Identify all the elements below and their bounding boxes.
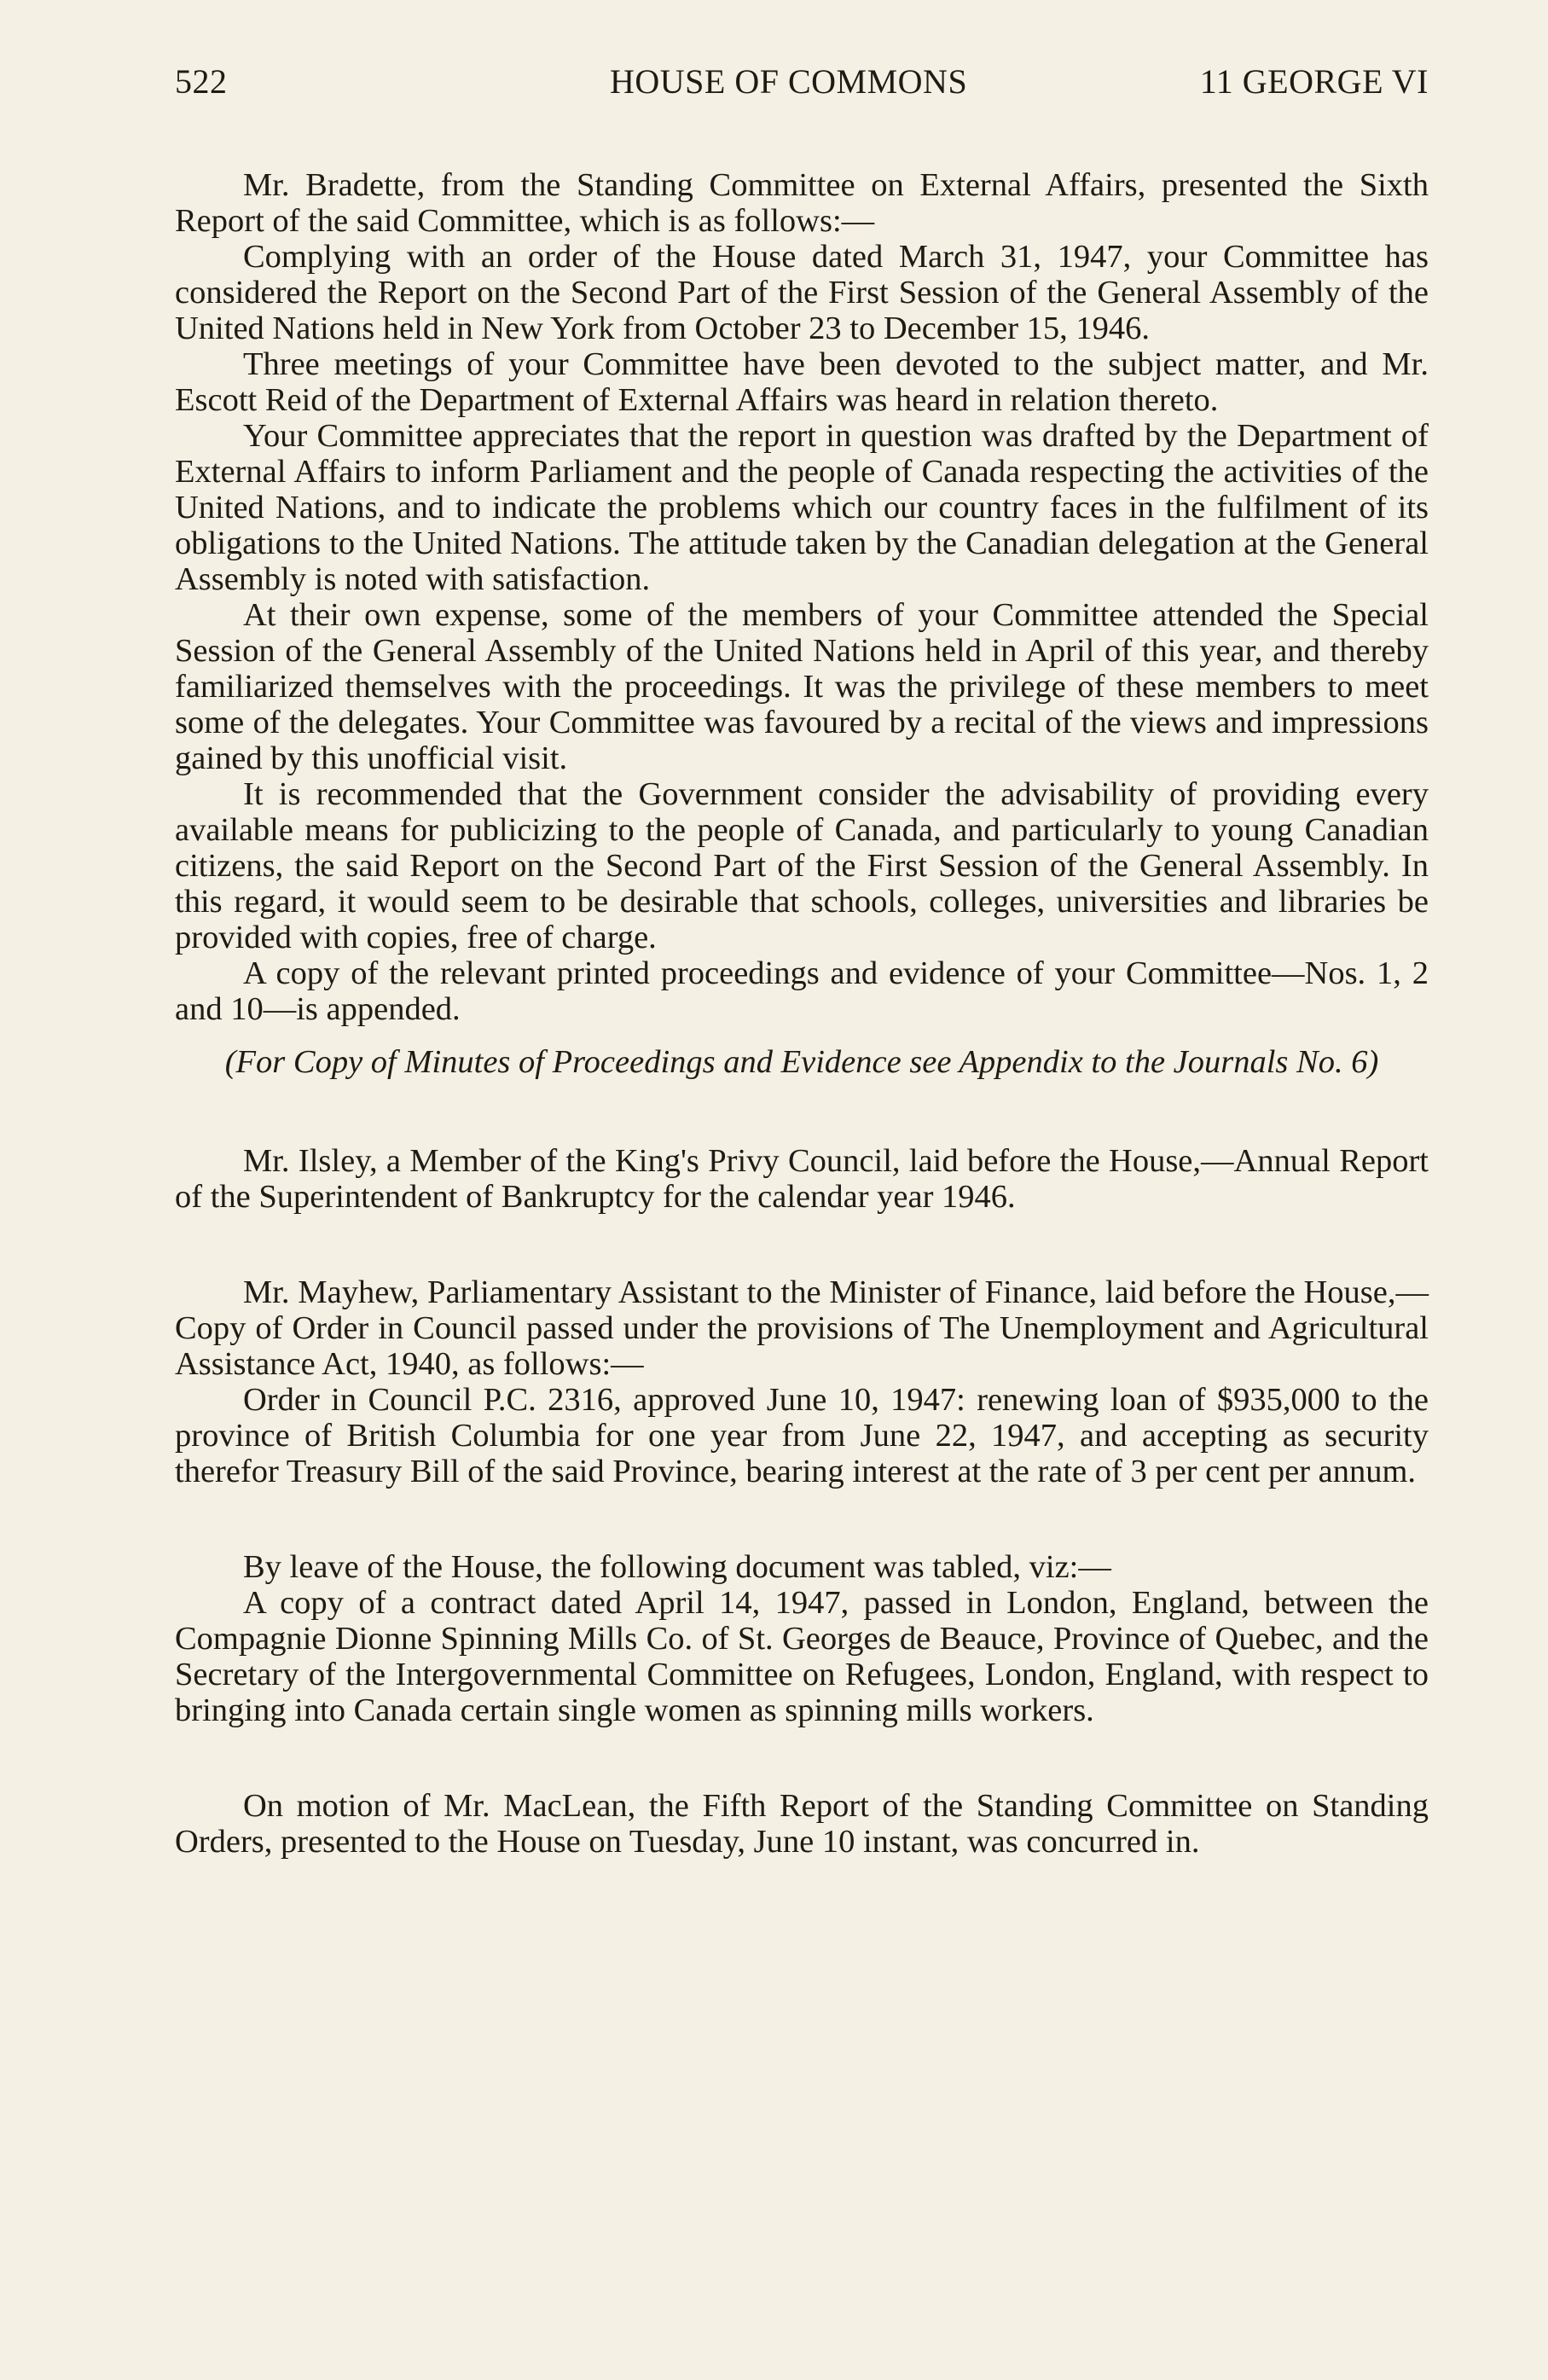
ilsley-section xyxy=(175,1143,1429,1215)
report-paragraph-6: A copy of the relevant printed proceedings and evidence of your Committee—Nos. 1, 2 and 10—is appended. xyxy=(175,955,1429,1027)
appendix-note: (For Copy of Minutes of Proceedings and Evidence see Appendix to the Journals No. 6) xyxy=(224,1044,1379,1080)
report-paragraph-4: At their own expense, some of the members of your Committee attended the Special Session of the General Assembly of the United Nations held in April of this year, and thereby familiarized themselves with the proceedings. It was the privilege of these members to meet some of the delegates. Your Committee was favoured by a recital of the views and impressions gained by this unofficial visit. xyxy=(175,597,1429,776)
order-in-council-paragraph: Order in Council P.C. 2316, approved June 10, 1947: renewing loan of $935,000 to the province of British Columbia for one year from June 22, 1947, and accepting as security therefor Treasury Bill of the said Province, bearing interest at the rate of 3 per cent per annum. xyxy=(175,1382,1429,1489)
report-paragraph-2: Three meetings of your Committee have been devoted to the subject matter, and Mr. Escott Reid of the Department of External Affairs was heard in relation thereto. xyxy=(175,346,1429,418)
ilsley-paragraph: Mr. Ilsley, a Member of the King's Privy Council, laid before the House,—Annual Report of the Superintendent of Bankruptcy for the calendar year 1946. xyxy=(175,1143,1429,1215)
maclean-section xyxy=(175,1788,1429,1860)
report-paragraph-1: Complying with an order of the House dated March 31, 1947, your Committee has considered the Report on the Second Part of the First Session of the General Assembly of the United Nations held in New York from October 23 to December 15, 1946. xyxy=(175,239,1429,346)
page-title: HOUSE OF COMMONS xyxy=(610,62,968,101)
running-head xyxy=(175,61,1429,113)
mayhew-paragraph: Mr. Mayhew, Parliamentary Assistant to the Minister of Finance, laid before the House,—Copy of Order in Council passed under the provisions of The Unemployment and Agricultural Assistance Act, 1940, as follows:— xyxy=(175,1274,1429,1382)
journal-body xyxy=(175,167,1429,1860)
maclean-paragraph: On motion of Mr. MacLean, the Fifth Report of the Standing Committee on Standing Orders, presented to the House on Tuesday, June 10 instant, was concurred in. xyxy=(175,1788,1429,1860)
journal-page xyxy=(175,61,1429,1860)
bradette-intro-paragraph: Mr. Bradette, from the Standing Committee on External Affairs, presented the Sixth Report of the said Committee, which is as follows:— xyxy=(175,167,1429,239)
contract-paragraph: A copy of a contract dated April 14, 1947, passed in London, England, between the Compagnie Dionne Spinning Mills Co. of St. Georges de Beauce, Province of Quebec, and the Secretary of the Intergovernmental Committee on Refugees, London, England, with respect to bringing into Canada certain single women as spinning mills workers. xyxy=(175,1585,1429,1728)
report-paragraph-5: It is recommended that the Government consider the advisability of providing every available means for publicizing to the people of Canada, and particularly to young Canadian citizens, the said Report on the Second Part of the First Session of the General Assembly. In this regard, it would seem to be desirable that schools, colleges, universities and libraries be provided with copies, free of charge. xyxy=(175,776,1429,955)
mayhew-section xyxy=(175,1274,1429,1489)
bradette-report-section xyxy=(175,167,1429,1080)
tabled-document-section xyxy=(175,1549,1429,1728)
report-paragraph-3: Your Committee appreciates that the report in question was drafted by the Department of External Affairs to inform Parliament and the people of Canada respecting the activities of the United Nations, and to indicate the problems which our country faces in the fulfilment of its obligations to the United Nations. The attitude taken by the Canadian delegation at the General Assembly is noted with satisfaction. xyxy=(175,418,1429,597)
page-number: 522 xyxy=(175,62,228,101)
leave-paragraph: By leave of the House, the following document was tabled, viz:— xyxy=(243,1549,1111,1585)
regnal-year: 11 GEORGE VI xyxy=(1199,62,1429,101)
